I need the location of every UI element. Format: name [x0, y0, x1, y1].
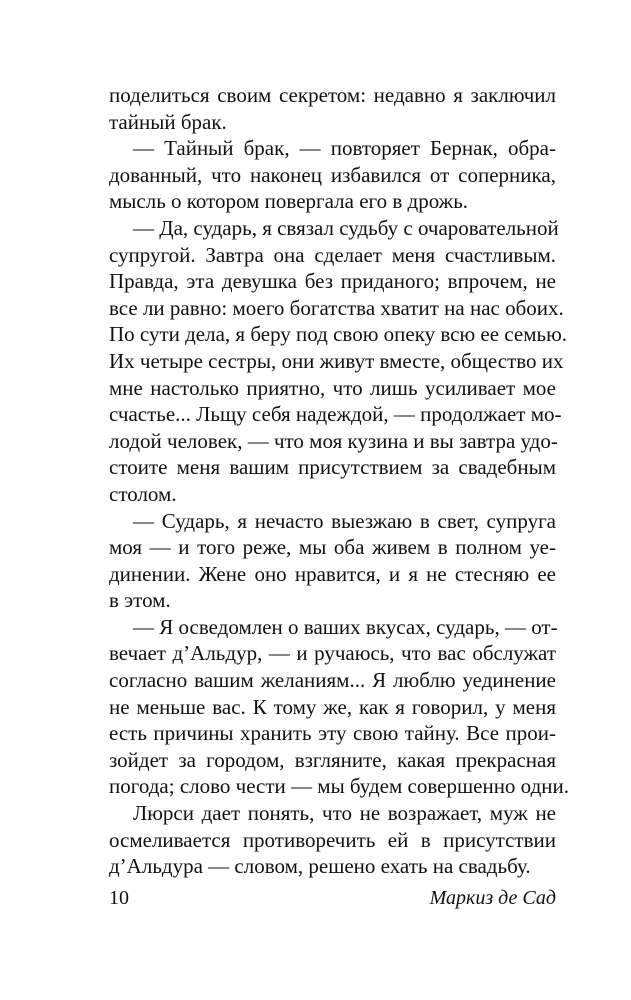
text-line: в этом. — [109, 588, 171, 613]
text-line: — Сударь, я нечасто выезжаю в свет, супруга — [133, 508, 556, 533]
text-line: д’Альдура — словом, решено ехать на свадьбу. — [109, 854, 531, 879]
text-line: зойдет за городом, взгляните, какая прекрасная — [109, 747, 556, 772]
text-line: мне настолько приятно, что лишь усиливает мое — [109, 375, 556, 400]
paragraph — [109, 508, 556, 614]
page-footer — [109, 887, 556, 915]
text-line: лодой человек, — что моя кузина и вы завтра удо- — [109, 428, 558, 453]
text-line: все ли равно: моего богатства хватит на нас обоих. — [109, 295, 564, 320]
paragraph — [109, 215, 568, 508]
text-line: моя — и того реже, мы оба живем в полном уе- — [109, 535, 556, 560]
text-line: счастье... Льщу себя надеждой, — продолжает мо- — [109, 402, 562, 427]
text-line: динении. Жене оно нравится, и я не стесняю ее — [109, 561, 556, 586]
text-line: не меньше вас. К тому же, как я говорил, у меня — [109, 694, 556, 719]
text-line: столом. — [109, 481, 177, 506]
text-line: Люрси дает понять, что не возражает, муж не — [133, 801, 556, 826]
text-line: дованный, что наконец избавился от соперника, — [109, 162, 556, 187]
paragraph — [109, 800, 556, 880]
text-line: есть причины хранить эту свою тайну. Все прои- — [109, 721, 556, 746]
page-number: 10 — [109, 887, 129, 909]
page-body — [109, 82, 569, 880]
text-line: — Тайный брак, — повторяет Бернак, обра- — [133, 136, 556, 161]
text-line: погода; слово чести — мы будем совершенно одни. — [109, 774, 569, 799]
text-line: супругой. Завтра она сделает меня счастливым. — [109, 242, 556, 267]
paragraph — [109, 82, 556, 135]
paragraph — [109, 614, 569, 800]
text-line: Их четыре сестры, они живут вместе, общество их — [109, 348, 564, 373]
text-line: стоите меня вашим присутствием за свадебным — [109, 455, 556, 480]
paragraph — [109, 135, 556, 215]
text-line: поделиться своим секретом: недавно я заключил — [109, 83, 556, 107]
text-line: Правда, эта девушка без приданого; впрочем, не — [109, 269, 556, 294]
text-line: согласно вашим желаниям... Я люблю уединение — [109, 668, 556, 693]
text-line: осмеливается противоречить ей в присутствии — [109, 827, 556, 852]
text-line: — Да, сударь, я связал судьбу с очаровательной — [133, 215, 559, 240]
text-line: вечает д’Альдур, — и ручаюсь, что вас обслужат — [109, 641, 556, 666]
running-title: Маркиз де Сад — [429, 887, 556, 909]
text-line: мысль о котором повергала его в дрожь. — [109, 189, 469, 214]
text-line: — Я осведомлен о ваших вкусах, сударь, — от- — [133, 614, 558, 639]
text-line: По сути дела, я беру под свою опеку всю ее семью. — [109, 322, 568, 347]
text-line: тайный брак. — [109, 109, 227, 134]
